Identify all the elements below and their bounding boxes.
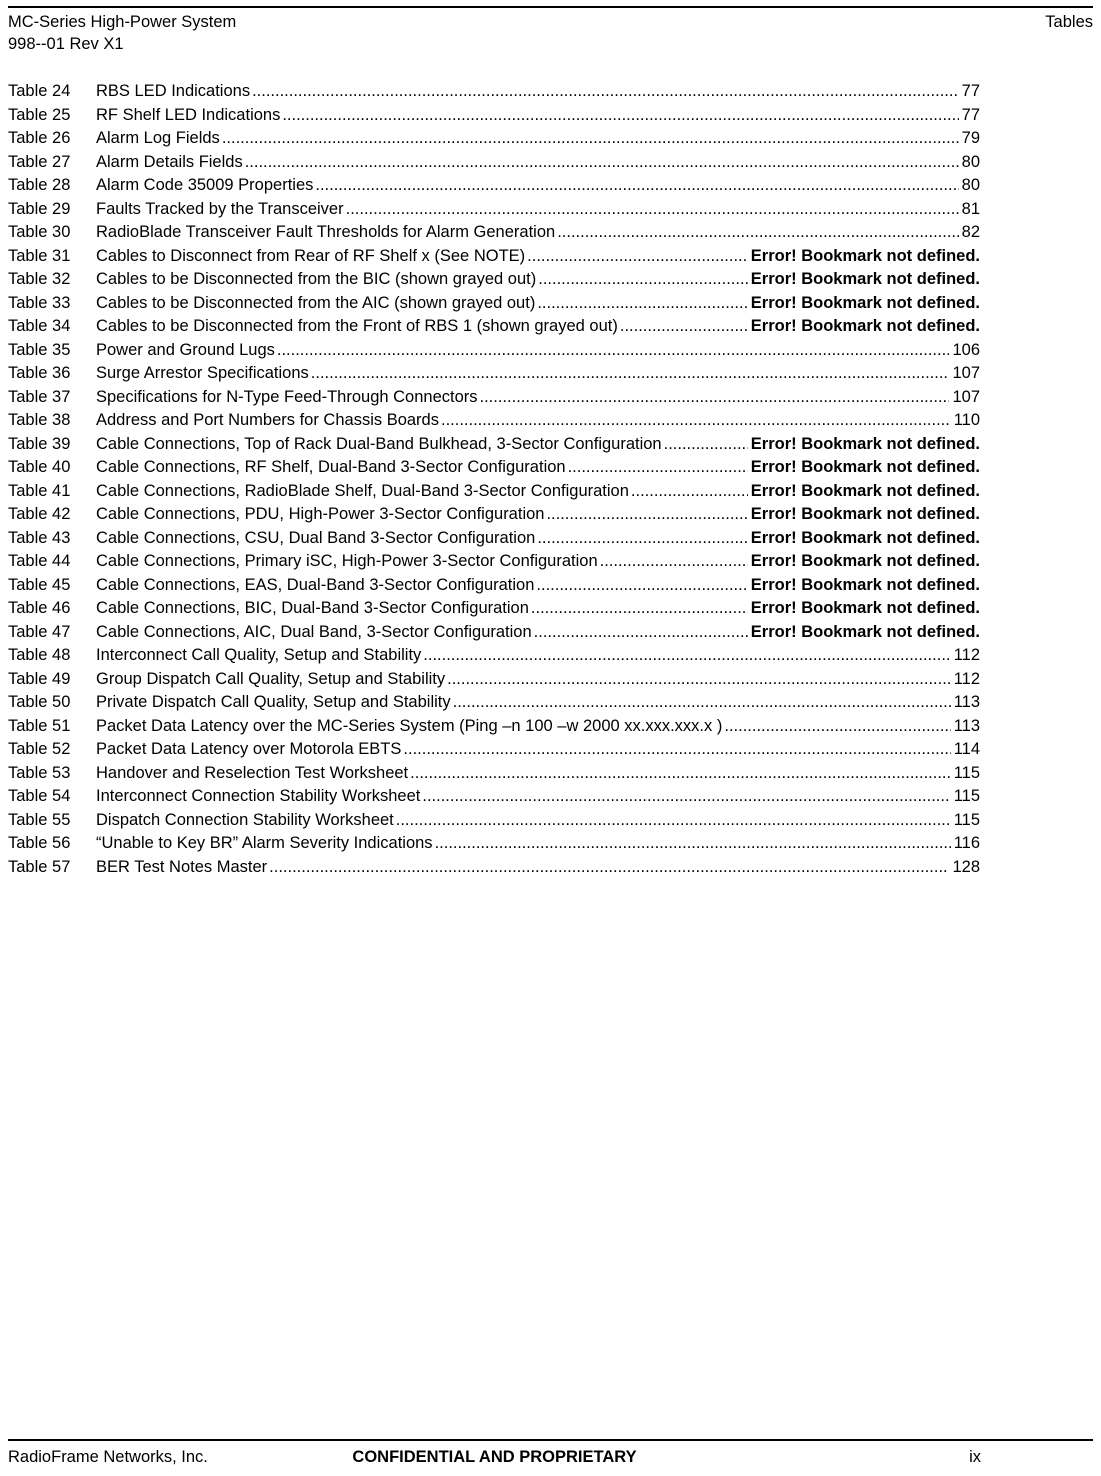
- toc-entry: [8, 621, 980, 645]
- toc-entry-dot-leader: [243, 151, 959, 175]
- toc-entry-dot-leader: [420, 785, 950, 809]
- toc-entry-page: Error! Bookmark not defined.: [750, 246, 980, 265]
- toc-entry: [8, 644, 980, 668]
- header-title: MC-Series High-Power System: [8, 13, 237, 31]
- toc-entry-label: Table 38: [8, 411, 71, 429]
- toc-entry-label: Table 30: [8, 223, 71, 241]
- toc-entry-page: Error! Bookmark not defined.: [750, 552, 980, 570]
- toc-entry-page: Error! Bookmark not defined.: [750, 458, 980, 476]
- toc-entry-title: Dispatch Connection Stability Worksheet: [96, 810, 394, 829]
- toc-entry-page: 110: [953, 411, 980, 429]
- toc-entry-page: 128: [952, 857, 980, 876]
- toc-entry: [8, 174, 980, 198]
- toc-entry-dot-leader: [451, 691, 951, 715]
- toc-entry-dot-leader: [220, 127, 959, 151]
- toc-entry-title: Alarm Details Fields: [96, 152, 243, 171]
- toc-entry-title: RadioBlade Transceiver Fault Thresholds for Alarm Generation: [96, 223, 556, 241]
- toc-entry-dot-leader: [566, 456, 748, 480]
- toc-entry-title: Packet Data Latency over Motorola EBTS: [96, 740, 402, 758]
- toc-entry-page: 107: [952, 387, 980, 406]
- toc-entry-title: Power and Ground Lugs: [96, 340, 275, 359]
- toc-entry-dot-leader: [662, 433, 748, 457]
- toc-entry-title: Packet Data Latency over the MC-Series System (Ping –n 100 –w 2000 xx.xxx.xxx.x ): [96, 716, 723, 735]
- toc-entry-dot-leader: [408, 762, 951, 786]
- toc-entry-label: Table 52: [8, 740, 71, 758]
- toc-entry-dot-leader: [534, 574, 747, 598]
- toc-entry: [8, 527, 980, 551]
- toc-entry-title: Alarm Code 35009 Properties: [96, 176, 314, 194]
- toc-entry-dot-leader: [275, 339, 950, 363]
- toc-entry-label: Table 27: [8, 152, 71, 171]
- toc-entry-page: 82: [961, 223, 980, 241]
- page-header: [8, 6, 1093, 55]
- toc-entry-label: Table 43: [8, 528, 71, 547]
- toc-entry-title: Specifications for N-Type Feed-Through Connectors: [96, 387, 478, 406]
- toc-entry: [8, 597, 980, 621]
- toc-entry: [8, 456, 980, 480]
- toc-entry-label: Table 34: [8, 317, 71, 335]
- toc-entry-label: Table 56: [8, 834, 71, 852]
- toc-entry-page: Error! Bookmark not defined.: [750, 528, 980, 547]
- toc-entry-page: 77: [961, 82, 980, 100]
- toc-entry-page: Error! Bookmark not defined.: [750, 481, 980, 500]
- toc-entry-label: Table 25: [8, 105, 71, 124]
- toc-entry-label: Table 51: [8, 716, 71, 735]
- toc-entry-dot-leader: [478, 386, 950, 410]
- toc-entry-label: Table 41: [8, 481, 71, 500]
- toc-entry-title: Cable Connections, PDU, High-Power 3-Sector Configuration: [96, 505, 545, 523]
- toc-entry-dot-leader: [618, 315, 748, 339]
- toc-entry-label: Table 50: [8, 693, 71, 711]
- toc-entry-page: 106: [952, 340, 980, 359]
- toc-entry-label: Table 28: [8, 176, 71, 194]
- toc-entry-title: Cable Connections, RF Shelf, Dual-Band 3-Sector Configuration: [96, 458, 566, 476]
- toc-entry-label: Table 48: [8, 646, 71, 664]
- toc-entry: [8, 362, 980, 386]
- toc-entry-dot-leader: [536, 268, 748, 292]
- toc-entry-label: Table 29: [8, 199, 71, 218]
- toc-entry-dot-leader: [544, 503, 747, 527]
- toc-entry-label: Table 40: [8, 458, 71, 476]
- toc-entry-dot-leader: [401, 738, 950, 762]
- toc-entry-dot-leader: [555, 221, 958, 245]
- toc-entry: [8, 386, 980, 410]
- toc-entry-label: Table 46: [8, 599, 71, 617]
- toc-entry: [8, 198, 980, 222]
- toc-entry: [8, 339, 980, 363]
- toc-entry: [8, 832, 980, 856]
- toc-entry-page: 115: [953, 810, 980, 829]
- toc-entry-page: 115: [953, 787, 980, 805]
- toc-entry-page: Error! Bookmark not defined.: [750, 622, 980, 641]
- toc-entry-title: Cable Connections, RadioBlade Shelf, Dual-Band 3-Sector Configuration: [96, 481, 629, 500]
- toc-entry-page: 80: [961, 152, 980, 171]
- toc-entry-label: Table 37: [8, 387, 71, 406]
- toc-entry-dot-leader: [445, 668, 951, 692]
- toc-entry-title: Cables to be Disconnected from the BIC (shown grayed out): [96, 270, 537, 288]
- header-section-label: Tables: [1045, 13, 1093, 31]
- toc-entry-dot-leader: [421, 644, 950, 668]
- toc-entry-dot-leader: [532, 621, 748, 645]
- toc-entry-page: Error! Bookmark not defined.: [750, 434, 980, 453]
- toc-entry-page: 107: [952, 364, 980, 382]
- toc-entry: [8, 480, 980, 504]
- toc-entry-title: Interconnect Connection Stability Worksheet: [96, 787, 421, 805]
- footer-page-number: ix: [969, 1448, 981, 1466]
- toc-entry-page: Error! Bookmark not defined.: [750, 505, 980, 523]
- toc-entry: [8, 80, 980, 104]
- toc-entry-label: Table 39: [8, 434, 71, 453]
- toc-entry: [8, 221, 980, 245]
- footer-company: RadioFrame Networks, Inc.: [8, 1448, 208, 1466]
- toc-entry: [8, 433, 980, 457]
- toc-entry-title: Cables to be Disconnected from the Front of RBS 1 (shown grayed out): [96, 317, 618, 335]
- toc-entry-title: Surge Arrestor Specifications: [96, 364, 309, 382]
- toc-entry-label: Table 57: [8, 857, 71, 876]
- toc-entry-dot-leader: [313, 174, 958, 198]
- toc-entry-label: Table 49: [8, 669, 71, 688]
- toc-entry-label: Table 54: [8, 787, 71, 805]
- toc-entry-page: Error! Bookmark not defined.: [750, 293, 980, 312]
- toc-entry-dot-leader: [598, 550, 748, 574]
- toc-entry-page: Error! Bookmark not defined.: [750, 599, 980, 617]
- toc-entry-dot-leader: [535, 292, 747, 316]
- toc-entry-title: Private Dispatch Call Quality, Setup and Stability: [96, 693, 451, 711]
- toc-entry-title: “Unable to Key BR” Alarm Severity Indications: [96, 834, 433, 852]
- toc-entry: [8, 668, 980, 692]
- toc-entry: [8, 691, 980, 715]
- toc-entry-dot-leader: [309, 362, 950, 386]
- toc-entry-label: Table 33: [8, 293, 71, 312]
- toc-entry-page: 80: [961, 176, 980, 194]
- toc-entry-dot-leader: [439, 409, 951, 433]
- toc-entry-title: Cable Connections, EAS, Dual-Band 3-Sector Configuration: [96, 575, 535, 594]
- toc-entry: [8, 856, 980, 880]
- toc-entry-page: 113: [953, 693, 980, 711]
- toc-entry-dot-leader: [535, 527, 747, 551]
- toc-entry: [8, 550, 980, 574]
- toc-entry: [8, 292, 980, 316]
- toc-entry-page: 113: [953, 716, 980, 735]
- toc-entry: [8, 245, 980, 269]
- toc-entry: [8, 762, 980, 786]
- toc-entry: [8, 574, 980, 598]
- toc-entry-title: Cables to be Disconnected from the AIC (shown grayed out): [96, 293, 536, 312]
- toc-list: [8, 80, 980, 879]
- header-row: [8, 11, 1093, 33]
- toc-entry: [8, 151, 980, 175]
- toc-entry-label: Table 55: [8, 810, 71, 829]
- toc-entry: [8, 715, 980, 739]
- toc-entry-page: 81: [961, 199, 980, 218]
- toc-entry-page: 77: [961, 105, 980, 124]
- toc-entry-page: 115: [953, 763, 980, 782]
- toc-entry: [8, 503, 980, 527]
- toc-entry-dot-leader: [344, 198, 959, 222]
- toc-entry: [8, 127, 980, 151]
- toc-entry-dot-leader: [267, 856, 949, 880]
- toc-entry-title: RF Shelf LED Indications: [96, 105, 281, 124]
- toc-entry-label: Table 42: [8, 505, 71, 523]
- toc-entry: [8, 104, 980, 128]
- toc-entry-page: 112: [953, 646, 980, 664]
- toc-entry-title: Cable Connections, Top of Rack Dual-Band Bulkhead, 3-Sector Configuration: [96, 434, 662, 453]
- toc-entry-page: Error! Bookmark not defined.: [750, 317, 980, 335]
- toc-entry-title: Cable Connections, Primary iSC, High-Power 3-Sector Configuration: [96, 552, 598, 570]
- toc-entry-title: Handover and Reselection Test Worksheet: [96, 763, 409, 782]
- toc-entry-page: Error! Bookmark not defined.: [750, 270, 980, 288]
- toc-entry: [8, 315, 980, 339]
- toc-entry-dot-leader: [250, 80, 959, 104]
- toc-entry-title: Group Dispatch Call Quality, Setup and Stability: [96, 669, 446, 688]
- toc-entry-page: 116: [953, 834, 980, 852]
- toc-entry-title: Cable Connections, CSU, Dual Band 3-Sector Configuration: [96, 528, 536, 547]
- toc-entry-title: BER Test Notes Master: [96, 857, 268, 876]
- toc-entry-page: Error! Bookmark not defined.: [750, 575, 980, 594]
- toc-entry: [8, 268, 980, 292]
- toc-entry-title: Alarm Log Fields: [96, 129, 220, 147]
- toc-entry-page: 112: [953, 669, 980, 688]
- toc-entry-dot-leader: [525, 245, 748, 269]
- toc-entry-title: Cable Connections, BIC, Dual-Band 3-Sector Configuration: [96, 599, 529, 617]
- toc-entry-title: Interconnect Call Quality, Setup and Stability: [96, 646, 422, 664]
- toc-entry-page: 114: [953, 740, 980, 758]
- toc-entry-label: Table 47: [8, 622, 71, 641]
- toc-entry-label: Table 31: [8, 246, 71, 265]
- header-doc-number: 998--01 Rev X1: [8, 35, 124, 53]
- toc-entry: [8, 785, 980, 809]
- toc-entry-label: Table 36: [8, 364, 71, 382]
- toc-entry-page: 79: [961, 129, 980, 147]
- toc-entry: [8, 738, 980, 762]
- toc-entry-label: Table 32: [8, 270, 71, 288]
- toc-entry-dot-leader: [280, 104, 958, 128]
- toc-entry-title: Cables to Disconnect from Rear of RF Shelf x (See NOTE): [96, 246, 526, 265]
- toc-entry-label: Table 45: [8, 575, 71, 594]
- toc-entry-label: Table 53: [8, 763, 71, 782]
- toc-entry-label: Table 44: [8, 552, 71, 570]
- footer-confidential-notice: CONFIDENTIAL AND PROPRIETARY: [352, 1448, 637, 1466]
- toc-entry-label: Table 26: [8, 129, 71, 147]
- toc-entry-dot-leader: [433, 832, 951, 856]
- toc-entry-title: Cable Connections, AIC, Dual Band, 3-Sector Configuration: [96, 622, 532, 641]
- toc-entry-title: Address and Port Numbers for Chassis Boards: [96, 411, 439, 429]
- toc-entry-dot-leader: [529, 597, 748, 621]
- toc-entry-dot-leader: [629, 480, 748, 504]
- toc-entry-label: Table 35: [8, 340, 71, 359]
- toc-entry-title: Faults Tracked by the Transceiver: [96, 199, 344, 218]
- toc-entry: [8, 409, 980, 433]
- toc-entry-dot-leader: [722, 715, 950, 739]
- toc-entry-title: RBS LED Indications: [96, 82, 251, 100]
- page-footer: [8, 1439, 1093, 1468]
- toc-entry: [8, 809, 980, 833]
- toc-entry-label: Table 24: [8, 82, 71, 100]
- toc-entry-dot-leader: [394, 809, 951, 833]
